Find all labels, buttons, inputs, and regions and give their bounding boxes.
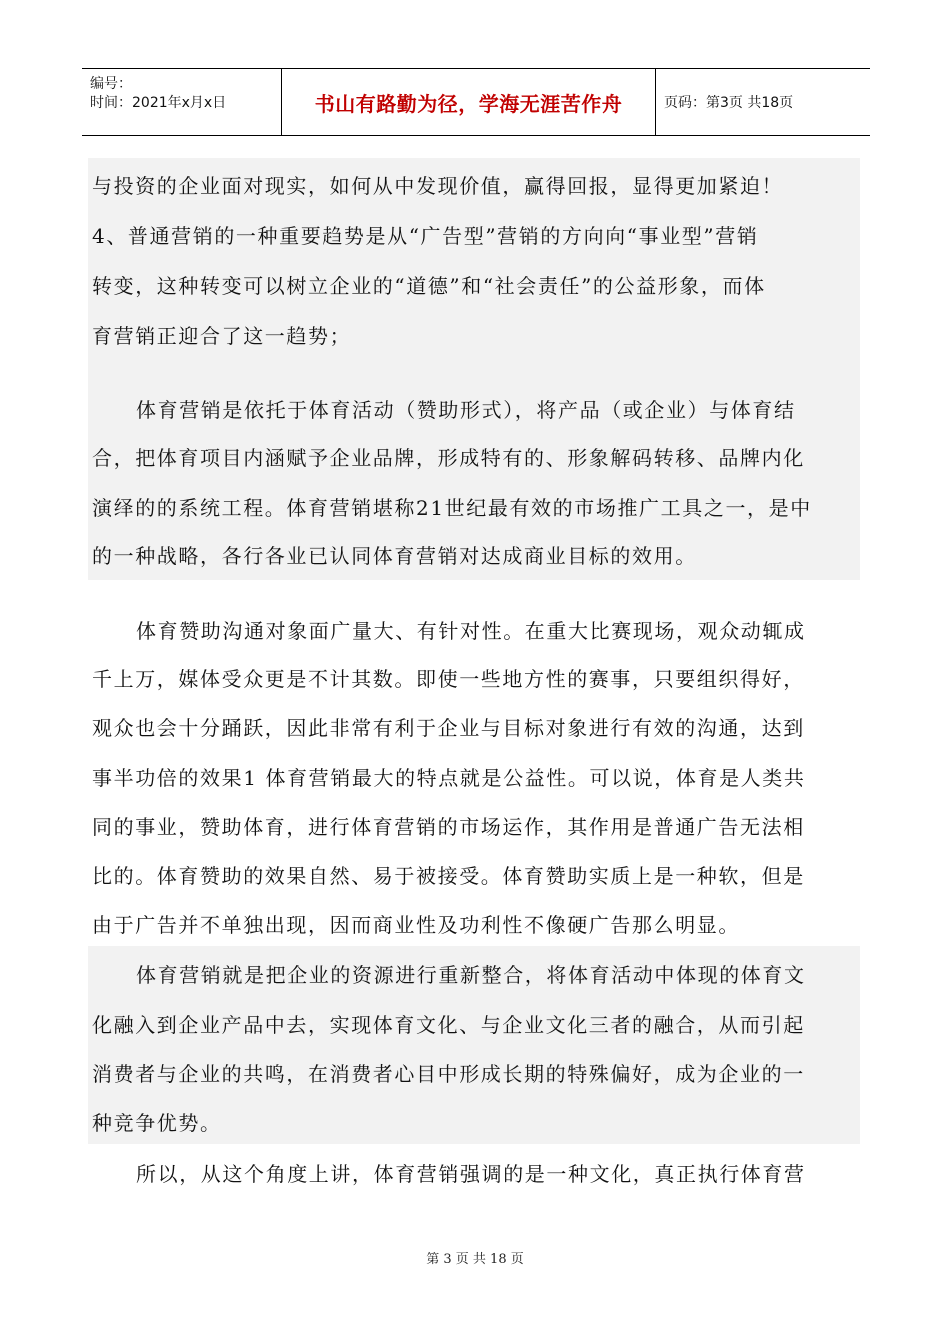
paragraph-line: 体育赞助沟通对象面广量大、有针对性。在重大比赛现场，观众动辄成 [136, 619, 806, 643]
paragraph-line: 同的事业，赞助体育，进行体育营销的市场运作，其作用是普通广告无法相 [92, 815, 805, 839]
paragraph-line: 比的。体育赞助的效果自然、易于被接受。体育赞助实质上是一种软，但是 [92, 864, 805, 888]
paragraph-line: 育营销正迎合了这一趋势； [92, 324, 352, 348]
paragraph-line: 的一种战略，各行各业已认同体育营销对达成商业目标的效用。 [92, 544, 697, 568]
header-meta [82, 69, 282, 135]
page-header [82, 68, 870, 136]
paragraph-line: 化融入到企业产品中去，实现体育文化、与企业文化三者的融合，从而引起 [92, 1013, 805, 1037]
paragraph-line: 体育营销是依托于体育活动（赞助形式），将产品（或企业）与体育结 [136, 398, 796, 422]
paragraph-line: 消费者与企业的共鸣，在消费者心目中形成长期的特殊偏好，成为企业的一 [92, 1062, 805, 1086]
paragraph-line: 种竞争优势。 [92, 1111, 222, 1135]
header-page-number: 页码：第3页 共18页 [664, 95, 794, 111]
paragraph-line: 转变，这种转变可以树立企业的“道德”和“社会责任”的公益形象，而体 [92, 274, 766, 298]
paragraph-line: 千上万，媒体受众更是不计其数。即使一些地方性的赛事，只要组织得好， [92, 667, 805, 691]
paragraph-line: 与投资的企业面对现实，如何从中发现价值，赢得回报，显得更加紧迫！ [92, 174, 784, 198]
page-footer: 第 3 页 共 18 页 [426, 1252, 524, 1267]
paragraph-line: 体育营销就是把企业的资源进行重新整合，将体育活动中体现的体育文 [136, 963, 806, 987]
header-motto: 书山有路勤为径，学海无涯苦作舟 [282, 69, 656, 135]
paragraph-line: 事半功倍的效果1 体育营销最大的特点就是公益性。可以说，体育是人类共 [92, 766, 806, 790]
paragraph-line: 演绎的的系统工程。体育营销堪称21世纪最有效的市场推广工具之一，是中 [92, 496, 812, 520]
paragraph-line: 合，把体育项目内涵赋予企业品牌，形成特有的、形象解码转移、品牌内化 [92, 446, 805, 470]
doc-number-label: 编号： [90, 76, 132, 92]
doc-time-label: 时间：2021年x月x日 [90, 95, 227, 111]
paragraph-line: 所以，从这个角度上讲，体育营销强调的是一种文化，真正执行体育营 [136, 1162, 806, 1186]
paragraph-line: 4、普通营销的一种重要趋势是从“广告型”营销的方向向“事业型”营销 [92, 224, 759, 248]
paragraph-line: 由于广告并不单独出现，因而商业性及功利性不像硬广告那么明显。 [92, 913, 740, 937]
paragraph-line: 观众也会十分踊跃，因此非常有利于企业与目标对象进行有效的沟通，达到 [92, 716, 805, 740]
